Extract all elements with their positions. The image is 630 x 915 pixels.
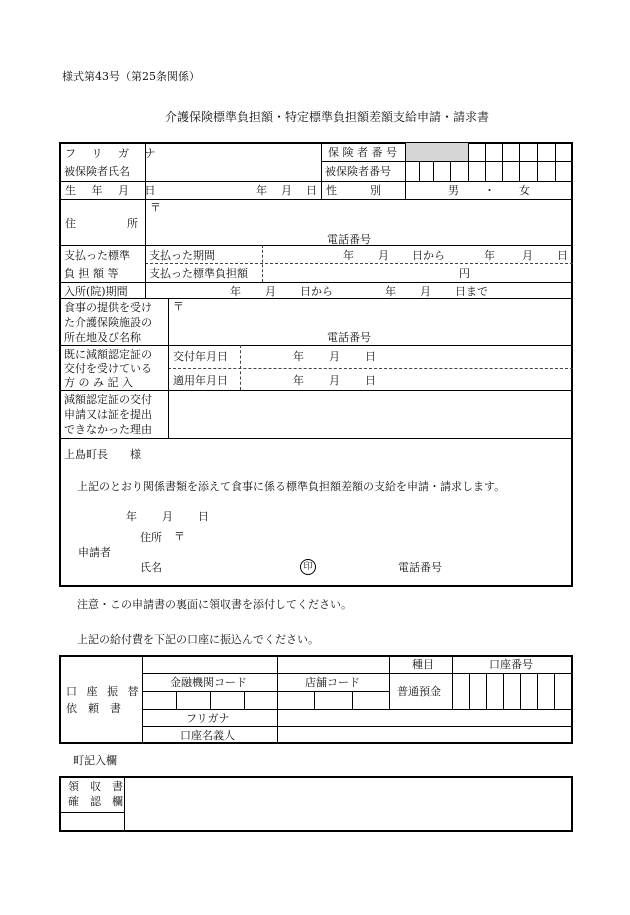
apply-day: 日: [365, 374, 376, 387]
account-number-label: 口座番号: [489, 658, 533, 671]
sex-label: 性 別: [326, 184, 381, 197]
branch-code-label: 店舗コード: [305, 676, 360, 689]
applicant-label: 申請者: [78, 546, 111, 559]
account-holder-field[interactable]: [278, 727, 572, 743]
paid-to-month: 月: [522, 249, 533, 262]
receipt-check-field[interactable]: [125, 777, 572, 831]
certified-label-line3: 方 の み 記 入: [64, 376, 133, 389]
paid-label-2: 負 担 額 等: [64, 267, 119, 280]
certified-label-line2: 交付を受けている: [64, 362, 152, 375]
address-label-1: 住: [65, 217, 76, 230]
account-type-value: 普通預金: [397, 685, 441, 698]
seal-mark: 印: [300, 559, 316, 575]
certified-label-line1: 既に減額認定証の: [64, 348, 152, 361]
address-phone-label: 電話番号: [327, 233, 371, 246]
adm-to-month: 月: [420, 285, 431, 298]
account-type-label: 種目: [412, 658, 434, 671]
apply-month: 月: [329, 374, 340, 387]
reason-label-line3: できなかった理由: [64, 423, 152, 436]
admission-period-field[interactable]: [146, 283, 572, 297]
transfer-intro: 上記の給付費を下記の口座に振込んでください。: [77, 633, 319, 646]
adm-to-year: 年: [385, 285, 396, 298]
facility-label-line3: 所在地及び名称: [64, 331, 141, 344]
yen-unit: 円: [459, 267, 470, 280]
birth-year-unit: 年: [256, 184, 267, 197]
address-label-2: 所: [127, 217, 138, 230]
declaration-year: 年: [126, 510, 137, 523]
adm-from-year: 年: [230, 285, 241, 298]
birthdate-field[interactable]: [146, 182, 320, 198]
paid-period-label: 支払った期間: [149, 249, 215, 262]
bank-furigana-label: フリガナ: [186, 712, 230, 725]
account-holder-label: 口座名義人: [180, 729, 235, 742]
paid-label-1: 支払った標準: [64, 249, 130, 262]
paid-to-year: 年: [484, 249, 495, 262]
notice-text: 注意・この申請書の裏面に領収書を添付してください。: [77, 598, 352, 611]
receipt-label-1: 領 収 書: [68, 780, 123, 793]
postal-mark: 〒: [150, 201, 161, 214]
birthdate-label: 生 年 月 日: [65, 184, 162, 197]
facility-phone-label: 電話番号: [327, 331, 371, 344]
adm-from-month: 月: [265, 285, 276, 298]
birth-month-unit: 月: [281, 184, 292, 197]
office-use-heading: 町記入欄: [73, 754, 117, 767]
paid-burden-field[interactable]: [264, 265, 572, 281]
paid-to-day: 日: [557, 249, 568, 262]
facility-label-line2: た介護保険施設の: [64, 316, 152, 329]
facility-label-line1: 食事の提供を受け: [64, 301, 152, 314]
addressee: 上島町長 様: [64, 448, 141, 461]
branch-code-field[interactable]: [278, 692, 388, 708]
sex-separator: ・: [484, 184, 495, 197]
paid-from-year: 年: [343, 249, 354, 262]
insured-name-field[interactable]: [146, 143, 320, 180]
issue-date-label: 交付年月日: [173, 350, 228, 363]
applicant-postal-mark: 〒: [174, 530, 185, 543]
issue-month: 月: [329, 350, 340, 363]
furigana-label: フ リ ガ ナ: [65, 147, 162, 160]
apply-date-label: 適用年月日: [173, 374, 228, 387]
applicant-address-label: 住所: [140, 531, 162, 544]
reason-field[interactable]: [169, 391, 572, 437]
applicant-phone-label: 電話番号: [398, 561, 442, 574]
issue-year: 年: [293, 350, 304, 363]
page-title: 介護保険標準負担額・特定標準負担額差額支給申請・請求書: [165, 110, 490, 124]
paid-from-month: 月: [378, 249, 389, 262]
insurer-number-field[interactable]: [469, 143, 572, 161]
bank-code-label: 金融機関コード: [170, 676, 247, 689]
insured-name-label: 被保険者氏名: [64, 165, 130, 178]
paid-from-suffix: 日から: [412, 249, 445, 262]
reason-label-line1: 減額認定証の交付: [64, 393, 152, 406]
bank-label-2: 依 頼 書: [66, 702, 121, 715]
account-number-field[interactable]: [453, 674, 572, 708]
sex-female-option[interactable]: 女: [519, 184, 530, 197]
paid-burden-label: 支払った標準負担額: [149, 267, 248, 280]
bank-code-field[interactable]: [143, 692, 276, 708]
apply-date-field[interactable]: [242, 370, 572, 389]
admission-label: 入所(院)期間: [64, 285, 128, 298]
insurer-number-label: 保 険 者 番 号: [328, 146, 397, 159]
adm-until-suffix: 日まで: [455, 285, 488, 298]
facility-postal-mark: 〒: [173, 300, 184, 313]
applicant-name-label: 氏名: [140, 561, 162, 574]
bank-label-1: 口 座 振 替: [66, 685, 142, 698]
sex-male-option[interactable]: 男: [448, 184, 459, 197]
birth-day-unit: 日: [306, 184, 317, 197]
issue-date-field[interactable]: [242, 346, 572, 367]
receipt-label-2: 確 認 欄: [68, 795, 123, 808]
apply-year: 年: [293, 374, 304, 387]
declaration-month: 月: [162, 510, 173, 523]
form-number: 様式第43号（第25条関係）: [62, 70, 200, 83]
declaration-statement: 上記のとおり関係書類を添えて食事に係る標準負担額差額の支給を申請・請求します。: [77, 480, 506, 493]
declaration-day: 日: [198, 510, 209, 523]
issue-day: 日: [365, 350, 376, 363]
insured-number-label: 被保険者番号: [325, 165, 391, 178]
insured-number-field[interactable]: [406, 162, 572, 181]
bank-furigana-field[interactable]: [278, 710, 572, 725]
reason-label-line2: 申請又は証を提出: [64, 408, 152, 421]
adm-from-suffix: 日から: [300, 285, 333, 298]
